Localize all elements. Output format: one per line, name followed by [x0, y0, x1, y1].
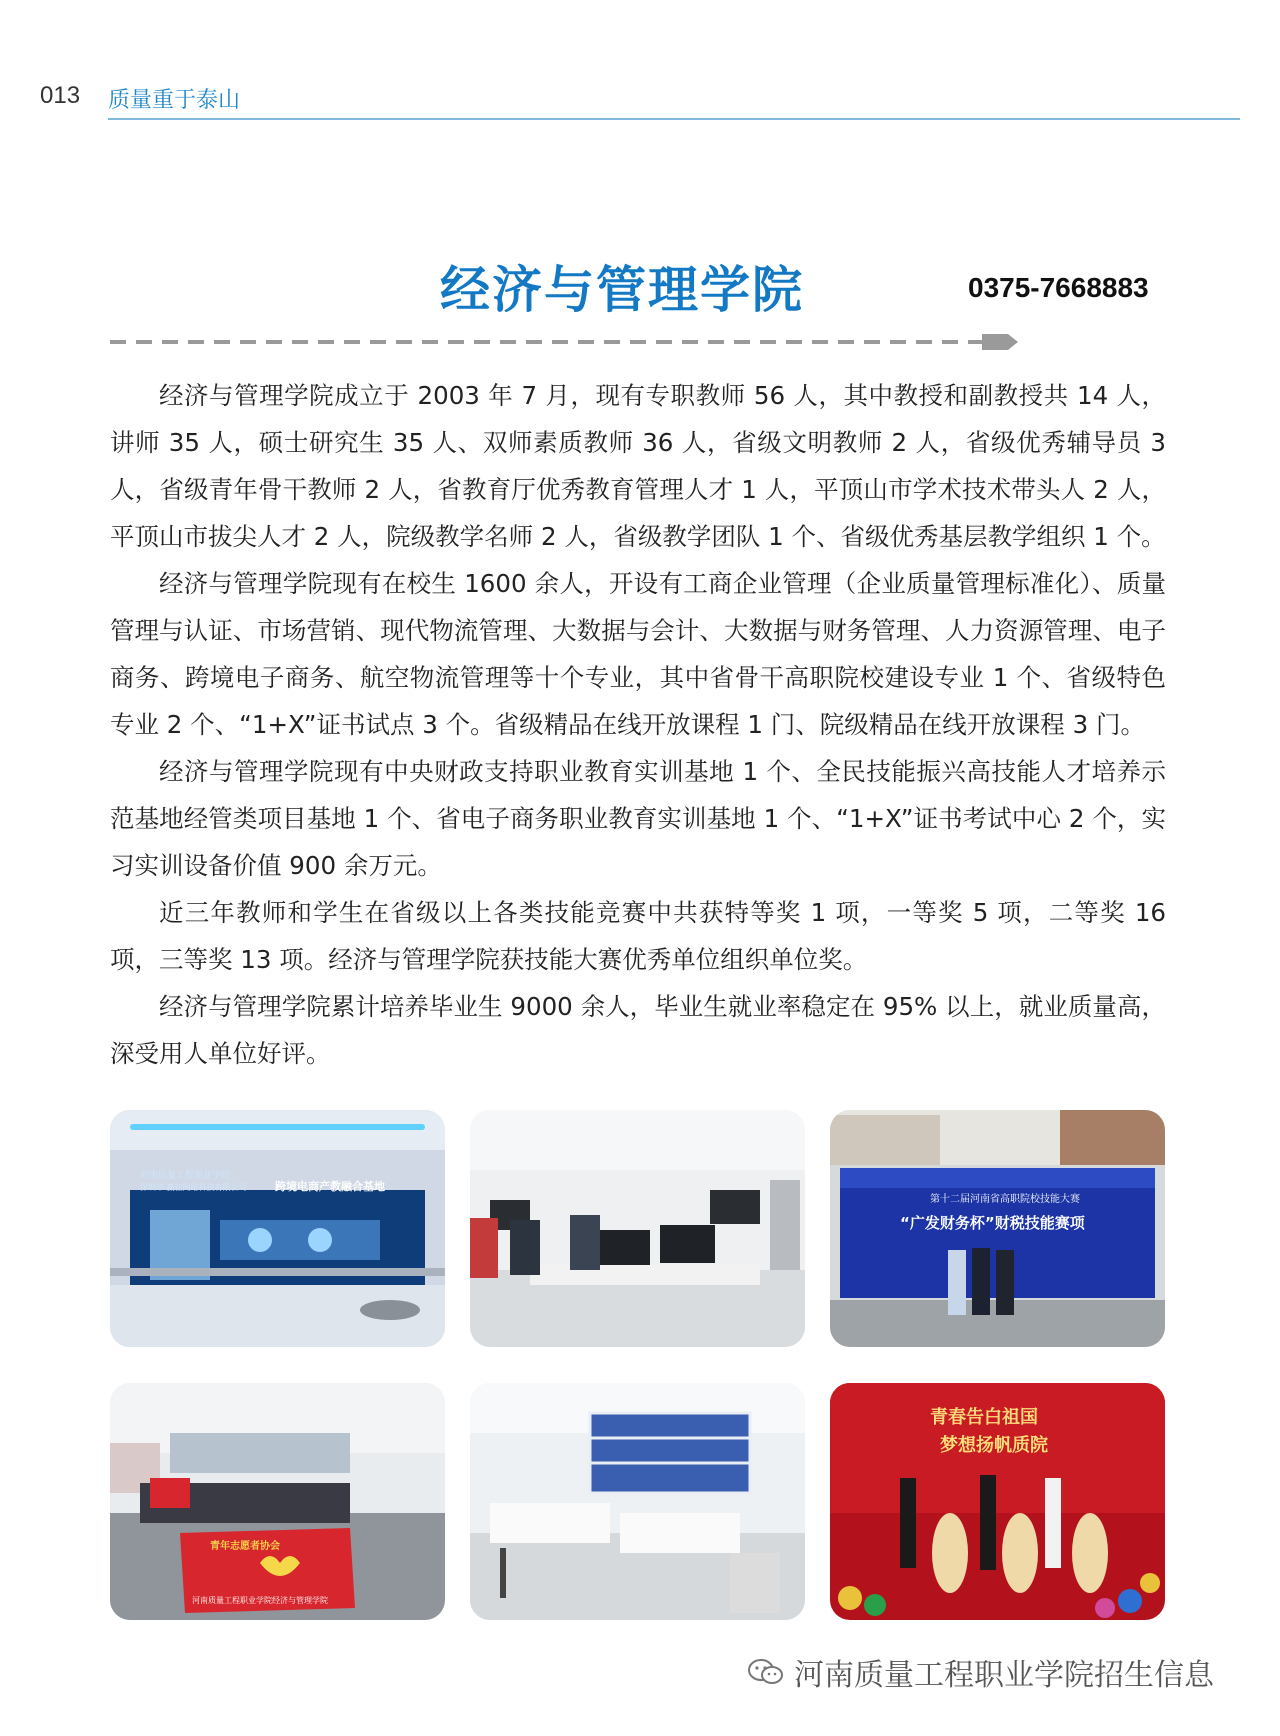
paragraph-bases: 经济与管理学院现有中央财政支持职业教育实训基地 1 个、全民技能振兴高技能人才培养示范基地经管类项目基地 1 个、省电子商务职业教育实训基地 1 个、“1+X”证书考试中心 2 个，实习实训设备价值 900 余万元。: [110, 757, 1166, 880]
photo-logistics-lab: [470, 1383, 805, 1620]
sign-mid-text: 深圳市 赢在网络科技有限公司: [140, 1183, 247, 1192]
section-name: 质量重于泰山: [108, 88, 241, 113]
paragraph-faculty: 经济与管理学院成立于 2003 年 7 月，现有专职教师 56 人，其中教授和副教授共 14 人，讲师 35 人，硕士研究生 35 人、双师素质教师 36 人，省级文明教师 2 人，省级优秀辅导员 3 人，省级青年骨干教师 2 人，省教育厅优秀教育管理人才 1 人，平顶山市学术技术带头人 2 人，平顶山市拔尖人才 2 人，院级教学名师 2 人，省级教学团队 1 个、省级优秀基层教学组织 1 个。: [110, 381, 1166, 551]
watermark-text: 河南质量工程职业学院招生信息: [794, 1658, 1214, 1693]
stage-line1: 青春告白祖国: [930, 1407, 1038, 1428]
photo-grid: [110, 1110, 1166, 1630]
page-header: [40, 82, 1240, 122]
paragraph-awards: 近三年教师和学生在省级以上各类技能竞赛中共获特等奖 1 项，一等奖 5 项，二等奖 16 项，三等奖 13 项。经济与管理学院获技能大赛优秀单位组织单位奖。: [110, 898, 1166, 974]
photo-ecommerce-base: [110, 1110, 445, 1347]
body-text: [110, 372, 1166, 1077]
sign-top-text: 河南质量工程职业学院: [140, 1171, 231, 1181]
header-rule: [108, 118, 1240, 120]
wechat-icon: [746, 1657, 786, 1687]
banner-line1: 第十二届河南省高职院校技能大赛: [930, 1194, 1080, 1205]
sign-main-text: 跨境电商产教融合基地: [275, 1180, 385, 1193]
phone-number: 0375-7668883: [968, 272, 1149, 303]
paragraph-majors: 经济与管理学院现有在校生 1600 余人，开设有工商企业管理（企业质量管理标准化）、质量管理与认证、市场营销、现代物流管理、大数据与会计、大数据与财务管理、人力资源管理、电子商务、跨境电子商务、航空物流管理等十个专业，其中省骨干高职院校建设专业 1 个、省级特色专业 2 个、“1+X”证书试点 3 个。省级精品在线开放课程 1 门、院级精品在线开放课程 3 门。: [110, 569, 1166, 739]
banner-bottom: 河南质量工程职业学院经济与管理学院: [192, 1596, 328, 1605]
photo-stage-performance: [830, 1383, 1165, 1620]
stage-line2: 梦想扬帆质院: [940, 1435, 1048, 1456]
page-title: 经济与管理学院: [440, 261, 804, 319]
photo-competition: [830, 1110, 1165, 1347]
watermark: [746, 1650, 1214, 1694]
banner-title: 青年志愿者协会: [210, 1541, 280, 1552]
banner-line2: “广发财务杯”财税技能赛项: [900, 1214, 1085, 1232]
photo-computer-lab: [470, 1110, 805, 1347]
photo-volunteers: [110, 1383, 445, 1620]
dashed-arrow-divider: [110, 332, 1018, 352]
page-number: 013: [40, 82, 81, 109]
paragraph-graduates: 经济与管理学院累计培养毕业生 9000 余人，毕业生就业率稳定在 95% 以上，就业质量高，深受用人单位好评。: [110, 992, 1166, 1068]
